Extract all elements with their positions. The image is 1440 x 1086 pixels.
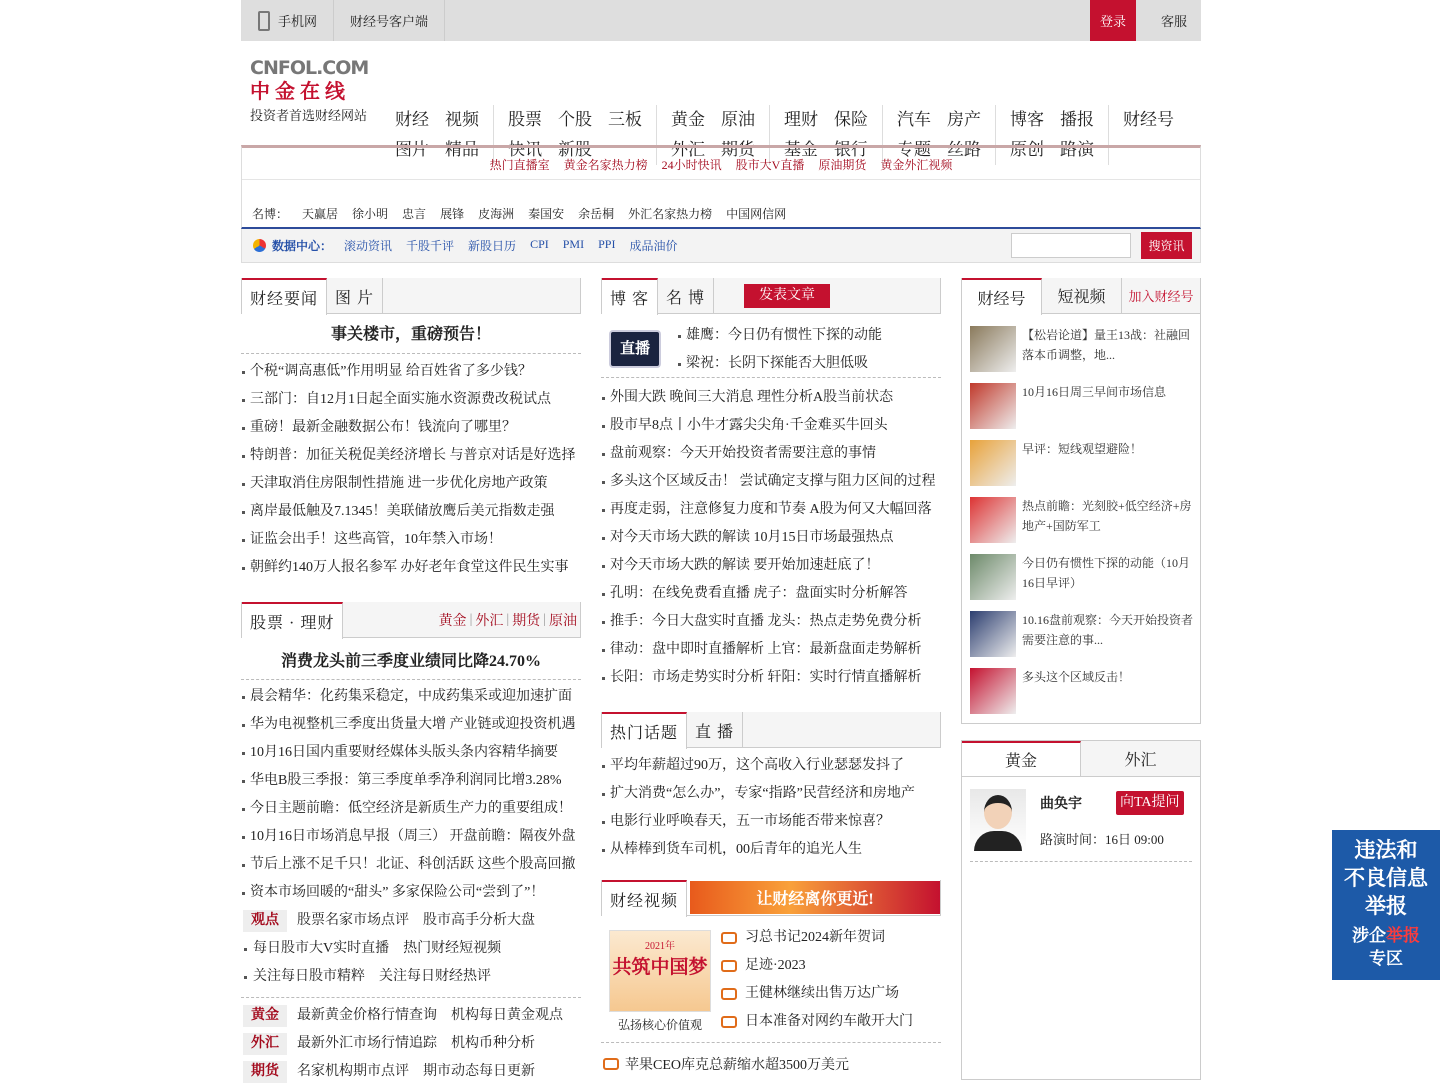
mingbo-link[interactable]: 徐小明 bbox=[352, 207, 389, 221]
join-finance-account-link[interactable]: 加入财经号 bbox=[1128, 289, 1194, 304]
news-item[interactable]: 天津取消住房限制性措施 进一步优化房地产政策 bbox=[241, 470, 581, 498]
account-thumb bbox=[970, 554, 1016, 600]
nav-item[interactable]: 路演 bbox=[1060, 140, 1094, 159]
tag-row-link[interactable]: 热门财经短视频 bbox=[403, 941, 502, 956]
account-title: 10月16日周三早间市场信息 bbox=[1022, 385, 1167, 399]
mobile-label: 手机网 bbox=[278, 14, 318, 29]
data-links bbox=[344, 237, 677, 254]
logo-brand: CNFOL.COM bbox=[250, 57, 369, 79]
tab-hot-topics[interactable]: 热门话题 bbox=[602, 712, 687, 749]
col3-roadshow bbox=[961, 740, 1201, 1080]
news-item[interactable]: 三部门：自12月1日起全面实施水资源费改税试点 bbox=[241, 386, 581, 414]
tab-blog[interactable]: 博 客 bbox=[602, 278, 658, 315]
video-item[interactable] bbox=[721, 924, 913, 952]
poster-title: 共筑中国梦 bbox=[612, 956, 708, 978]
data-link[interactable]: 成品油价 bbox=[629, 239, 678, 253]
tag-row-link[interactable]: 最新黄金价格行情查询 bbox=[297, 1008, 437, 1023]
account-item[interactable] bbox=[970, 611, 1194, 657]
tag-label[interactable]: 黄金 bbox=[243, 1005, 287, 1027]
data-link[interactable]: CPI bbox=[530, 237, 549, 251]
report-float-banner[interactable] bbox=[1332, 830, 1440, 980]
data-center-icon bbox=[253, 239, 266, 252]
blog-item[interactable]: 盘前观察：今天开始投资者需要注意的事情 bbox=[601, 440, 941, 468]
live-block bbox=[601, 322, 941, 378]
tab-finance-video[interactable]: 财经视频 bbox=[602, 880, 687, 917]
ask-button[interactable]: 向TA提问 bbox=[1116, 791, 1184, 815]
blog-item[interactable]: 长阳：市场走势实时分析 轩阳：实时行情直播解析 bbox=[601, 664, 941, 692]
col1-tabs2 bbox=[241, 602, 581, 638]
mingbo-link[interactable]: 天赢居 bbox=[302, 207, 339, 221]
col3-panel bbox=[961, 278, 1201, 724]
col1-tag-rows2 bbox=[241, 1002, 581, 1086]
video-title: 日本准备对网约车敞开大门 bbox=[745, 1014, 913, 1029]
col1-stock-news bbox=[241, 644, 581, 1086]
news-item[interactable]: 证监会出手！这些高管，10年禁入市场！ bbox=[241, 526, 581, 554]
nav-item[interactable]: 原创 bbox=[1010, 140, 1044, 159]
publish-button[interactable]: 发表文章 bbox=[744, 284, 830, 308]
top-bar bbox=[241, 0, 1201, 41]
account-item[interactable] bbox=[970, 497, 1194, 543]
blog-item[interactable]: 孔明：在线免费看直播 虎子：盘面实时分析解答 bbox=[601, 580, 941, 608]
tab-finance-account[interactable]: 财经号 bbox=[962, 278, 1042, 315]
account-item[interactable] bbox=[970, 440, 1194, 486]
news-item[interactable]: 华为电视整机三季度出货量大增 产业链或迎投资机遇 bbox=[241, 711, 581, 739]
nav-item[interactable]: 快讯 bbox=[508, 140, 542, 159]
account-thumb bbox=[970, 497, 1016, 543]
tab-finance-news[interactable]: 财经要闻 bbox=[242, 278, 327, 315]
nav-item[interactable]: 房产 bbox=[947, 110, 981, 129]
tab-forex[interactable]: 外汇 bbox=[1124, 752, 1157, 769]
mingbo-link[interactable]: 皮海洲 bbox=[478, 207, 515, 221]
guest-name[interactable]: 曲奂宇 bbox=[1040, 797, 1082, 812]
video-icon bbox=[721, 960, 737, 972]
nav-item[interactable]: 基金 bbox=[784, 140, 818, 159]
tab-famous-blog[interactable]: 名 博 bbox=[658, 278, 714, 314]
live-list bbox=[677, 322, 882, 373]
guest-avatar[interactable] bbox=[970, 789, 1026, 851]
hot-links bbox=[242, 148, 1200, 180]
blog-item[interactable]: 多头这个区域反击！ 尝试确定支撑与阻力区间的过程 bbox=[601, 468, 941, 496]
nav-item[interactable]: 财经号 bbox=[1123, 110, 1174, 129]
nav-item[interactable]: 财经 bbox=[395, 110, 429, 129]
account-title: 【松岩论道】量王13战：社融回落本币调整，地... bbox=[1022, 328, 1191, 362]
data-center-label: 数据中心： bbox=[272, 239, 333, 253]
news-item[interactable]: 10月16日市场消息早报（周三） 开盘前瞻：隔夜外盘 bbox=[241, 823, 581, 851]
video-icon bbox=[721, 932, 737, 944]
site-logo[interactable] bbox=[250, 57, 368, 124]
blog-item[interactable]: 股市早8点丨小牛才露尖尖角·千金难买牛回头 bbox=[601, 412, 941, 440]
tag-row bbox=[243, 1058, 581, 1086]
col1-headline[interactable]: 事关楼市，重磅预告！ bbox=[241, 316, 581, 354]
float-line2: 不良信息 bbox=[1344, 866, 1428, 890]
separator: | bbox=[543, 611, 546, 627]
topic-item[interactable]: 扩大消费“怎么办”，专家“指路”民营经济和房地产 bbox=[601, 780, 941, 808]
video-title: 习总书记2024新年贺词 bbox=[745, 930, 885, 945]
nav-item[interactable]: 股票 bbox=[508, 110, 542, 129]
col3-tabs2 bbox=[962, 741, 1200, 777]
roadshow-time: 路演时间：16日 09:00 bbox=[1040, 832, 1164, 847]
tag-row bbox=[243, 935, 581, 963]
mingbo-link[interactable]: 秦国安 bbox=[528, 207, 565, 221]
hot-link[interactable]: 热门直播室 bbox=[489, 158, 550, 172]
tag-row bbox=[243, 963, 581, 991]
news-item[interactable]: 朝鲜约140万人报名参军 办好老年食堂这件民生实事 bbox=[241, 554, 581, 582]
video-item[interactable] bbox=[721, 1008, 913, 1036]
col1-tag-rows bbox=[241, 907, 581, 998]
account-title: 今日仍有惯性下探的动能（10月16日早评） bbox=[1022, 556, 1191, 590]
col1-news-list bbox=[241, 358, 581, 582]
tag-row-link[interactable]: 期市动态每日更新 bbox=[423, 1064, 535, 1079]
logo-slogan: 投资者首选财经网站 bbox=[250, 108, 368, 123]
mobile-link[interactable] bbox=[242, 0, 334, 41]
nav-item[interactable]: 播报 bbox=[1060, 110, 1094, 129]
tag-label[interactable]: 外汇 bbox=[243, 1033, 287, 1055]
tag-row-link[interactable]: 名家机构期市点评 bbox=[297, 1064, 409, 1079]
tab-short-video[interactable]: 短视频 bbox=[1042, 278, 1122, 313]
col2-topics bbox=[601, 752, 941, 864]
logo-cn: 中金在线 bbox=[250, 79, 350, 103]
nav-item[interactable]: 个股 bbox=[558, 110, 592, 129]
account-thumb bbox=[970, 440, 1016, 486]
video-last-item[interactable] bbox=[603, 1054, 849, 1074]
data-link[interactable]: 新股日历 bbox=[468, 239, 517, 253]
nav-item[interactable]: 博客 bbox=[1010, 110, 1044, 129]
blog-item[interactable]: 对今天市场大跌的解读 10月15日市场最强热点 bbox=[601, 524, 941, 552]
float-line3: 举报 bbox=[1365, 894, 1407, 918]
col1-news-list2 bbox=[241, 683, 581, 907]
mingbo-row bbox=[252, 205, 786, 222]
live-badge-icon[interactable]: 直播 bbox=[609, 330, 661, 368]
news-item[interactable]: 离岸最低触及7.1345！美联储放鹰后美元指数走强 bbox=[241, 498, 581, 526]
video-item[interactable] bbox=[721, 980, 913, 1008]
video-title: 王健林继续出售万达广场 bbox=[745, 986, 899, 1001]
account-thumb bbox=[970, 383, 1016, 429]
news-item[interactable]: 重磅！最新金融数据公布！钱流向了哪里？ bbox=[241, 414, 581, 442]
mingbo-link[interactable]: 外汇名家热力榜 bbox=[628, 207, 713, 221]
search-button[interactable]: 搜资讯 bbox=[1141, 232, 1192, 259]
video-icon bbox=[721, 1016, 737, 1028]
nav-item[interactable]: 汽车 bbox=[897, 110, 931, 129]
nav-item[interactable]: 外汇 bbox=[671, 140, 705, 159]
account-item[interactable] bbox=[970, 554, 1194, 600]
float-line4: 涉企 bbox=[1352, 926, 1386, 946]
live-item[interactable]: 梁祝：长阴下探能否大胆低吸 bbox=[677, 350, 882, 378]
topic-item[interactable]: 电影行业呼唤春天，五一市场能否带来惊喜？ bbox=[601, 808, 941, 836]
blog-item[interactable]: 对今天市场大跌的解读 要开始加速赶底了！ bbox=[601, 552, 941, 580]
separator: | bbox=[506, 611, 510, 627]
blog-item[interactable]: 律动：盘中即时直播解析 上官：最新盘面走势解析 bbox=[601, 636, 941, 664]
col1-headline2[interactable]: 消费龙头前三季度业绩同比降24.70% bbox=[241, 644, 581, 680]
news-item[interactable]: 10月16日国内重要财经媒体头版头条内容精华摘要 bbox=[241, 739, 581, 767]
news-item[interactable]: 晨会精华：化药集采稳定，中成药集采或迎加速扩面 bbox=[241, 683, 581, 711]
news-item[interactable]: 特朗普：加征关税促美经济增长 与普京对话是好选择 bbox=[241, 442, 581, 470]
account-title: 热点前瞻：光刻胶+低空经济+房地产+国防军工 bbox=[1022, 499, 1192, 533]
news-item[interactable]: 资本市场回暖的“甜头” 多家保险公司“尝到了”！ bbox=[241, 879, 581, 907]
hot-link[interactable]: 原油期货 bbox=[818, 158, 867, 172]
data-link[interactable]: PPI bbox=[598, 237, 616, 251]
video-banner[interactable]: 让财经离你更近! bbox=[690, 881, 940, 914]
poster-image[interactable] bbox=[609, 930, 711, 1012]
col2-videos bbox=[601, 924, 941, 1073]
divider bbox=[601, 1042, 941, 1043]
data-link[interactable]: 滚动资讯 bbox=[344, 239, 393, 253]
nav-item[interactable]: 视频 bbox=[445, 110, 479, 129]
hot-link[interactable]: 24小时快讯 bbox=[661, 158, 722, 172]
video-title: 足迹·2023 bbox=[745, 958, 806, 973]
tag-label[interactable]: 观点 bbox=[243, 910, 287, 932]
separator: | bbox=[469, 611, 473, 627]
service-link[interactable]: 客服 bbox=[1160, 14, 1187, 29]
tag-row-link[interactable]: 关注每日财经热评 bbox=[379, 969, 491, 984]
topic-item[interactable]: 平均年薪超过90万，这个高收入行业瑟瑟发抖了 bbox=[601, 752, 941, 780]
mingbo-link[interactable]: 余岳桐 bbox=[578, 207, 615, 221]
video-item[interactable] bbox=[721, 952, 913, 980]
nav-item[interactable]: 丝路 bbox=[947, 140, 981, 159]
col2-blog bbox=[601, 322, 941, 692]
col1-tabs bbox=[241, 278, 581, 314]
side-link[interactable]: 原油 bbox=[549, 613, 577, 629]
video-last-title: 苹果CEO库克总薪缩水超3500万美元 bbox=[625, 1058, 849, 1073]
account-thumb bbox=[970, 668, 1016, 714]
data-link[interactable]: 千股千评 bbox=[406, 239, 455, 253]
phone-icon bbox=[258, 11, 270, 31]
mingbo-link[interactable]: 展锋 bbox=[440, 207, 465, 221]
nav-item[interactable]: 原油 bbox=[721, 110, 755, 129]
tab-live[interactable]: 直 播 bbox=[687, 712, 743, 748]
nav-item[interactable]: 期货 bbox=[721, 140, 755, 159]
poster-year: 2021年 bbox=[645, 941, 675, 952]
tab-pictures[interactable]: 图 片 bbox=[327, 278, 383, 314]
tag-row bbox=[243, 907, 581, 935]
news-item[interactable]: 节后上涨不足千只！北证、科创活跃 这些个股高回撤 bbox=[241, 851, 581, 879]
live-item[interactable]: 雄鹰：今日仍有惯性下探的动能 bbox=[677, 322, 882, 350]
col1-news bbox=[241, 316, 581, 582]
nav-item[interactable]: 精品 bbox=[445, 140, 479, 159]
divider bbox=[970, 861, 1192, 862]
client-link[interactable]: 财经号客户端 bbox=[334, 0, 445, 41]
col2-topics-list bbox=[601, 752, 941, 864]
nav-item[interactable]: 理财 bbox=[784, 110, 818, 129]
news-item[interactable]: 个税“调高惠低”作用明显 给百姓省了多少钱？ bbox=[241, 358, 581, 386]
account-thumb bbox=[970, 611, 1016, 657]
float-line6: 专区 bbox=[1369, 949, 1403, 969]
side-link[interactable]: 期货 bbox=[512, 613, 541, 629]
tag-row bbox=[243, 1030, 581, 1058]
hot-link[interactable]: 黄金名家热力榜 bbox=[563, 158, 648, 172]
side-link[interactable]: 黄金 bbox=[438, 613, 467, 629]
account-item[interactable] bbox=[970, 326, 1194, 372]
hot-link[interactable]: 股市大V直播 bbox=[735, 158, 805, 172]
login-button[interactable]: 登录 bbox=[1090, 0, 1136, 41]
bullet bbox=[244, 976, 247, 979]
nav-item[interactable]: 三板 bbox=[608, 110, 642, 129]
tag-row-link[interactable]: 股市高手分析大盘 bbox=[423, 913, 535, 928]
data-center-bar bbox=[241, 229, 1201, 263]
float-line5: 举报 bbox=[1386, 926, 1420, 946]
nav-item[interactable]: 新股 bbox=[558, 140, 592, 159]
nav-item[interactable]: 银行 bbox=[834, 140, 868, 159]
tag-row bbox=[243, 1002, 581, 1030]
col2-news-list bbox=[601, 384, 941, 692]
data-link[interactable]: PMI bbox=[562, 237, 585, 251]
poster-caption[interactable]: 弘扬核心价值观 bbox=[617, 1018, 702, 1032]
header bbox=[241, 41, 1201, 159]
news-item[interactable]: 华电B股三季报：第三季度单季净利润同比增3.28% bbox=[241, 767, 581, 795]
col2-tabs2 bbox=[601, 712, 941, 748]
tag-row-link[interactable]: 关注每日股市精粹 bbox=[253, 969, 365, 984]
col1-side-links bbox=[439, 602, 580, 637]
nav-item[interactable]: 保险 bbox=[834, 110, 868, 129]
col2-tabs3 bbox=[601, 880, 941, 916]
account-item[interactable] bbox=[970, 668, 1194, 714]
blog-item[interactable]: 再度走弱，注意修复力度和节奏 A股为何又大幅回落 bbox=[601, 496, 941, 524]
video-list bbox=[721, 924, 913, 1036]
account-title: 10.16盘前观察：今天开始投资者需要注意的事... bbox=[1022, 613, 1194, 647]
video-icon bbox=[721, 988, 737, 1000]
hot-bar bbox=[241, 145, 1201, 229]
blog-item[interactable]: 推手：今日大盘实时直播 龙头：热点走势免费分析 bbox=[601, 608, 941, 636]
col3-tabs bbox=[962, 278, 1200, 314]
hot-link[interactable]: 黄金外汇视频 bbox=[880, 158, 953, 172]
search-input[interactable] bbox=[1011, 233, 1131, 258]
account-item[interactable] bbox=[970, 383, 1194, 429]
mingbo-label: 名博： bbox=[252, 207, 289, 221]
tag-row-link[interactable]: 机构币种分析 bbox=[451, 1036, 535, 1051]
float-line1: 违法和 bbox=[1354, 838, 1418, 862]
side-link[interactable]: 外汇 bbox=[475, 613, 504, 629]
nav-item[interactable]: 黄金 bbox=[671, 110, 705, 129]
bullet bbox=[244, 948, 247, 951]
tag-label[interactable]: 期货 bbox=[243, 1061, 287, 1083]
account-thumb bbox=[970, 326, 1016, 372]
tag-row-link[interactable]: 最新外汇市场行情追踪 bbox=[297, 1036, 437, 1051]
tab-gold[interactable]: 黄金 bbox=[962, 741, 1081, 776]
mingbo-link[interactable]: 忠言 bbox=[402, 207, 427, 221]
account-title: 早评：短线观望避险！ bbox=[1022, 442, 1143, 456]
nav-item[interactable]: 专题 bbox=[897, 140, 931, 159]
tag-row-link[interactable]: 机构每日黄金观点 bbox=[451, 1008, 563, 1023]
nav-item[interactable]: 图片 bbox=[395, 140, 429, 159]
mingbo-link[interactable]: 中国网信网 bbox=[726, 207, 787, 221]
topic-item[interactable]: 从棒棒到货车司机，00后青年的追光人生 bbox=[601, 836, 941, 864]
col2-tabs bbox=[601, 278, 941, 314]
tag-row-link[interactable]: 每日股市大V实时直播 bbox=[253, 941, 390, 956]
video-icon bbox=[603, 1058, 619, 1070]
account-title: 多头这个区域反击！ bbox=[1022, 670, 1131, 684]
tag-row-link[interactable]: 股票名家市场点评 bbox=[297, 913, 409, 928]
tab-stock-finance[interactable]: 股票 · 理财 bbox=[242, 602, 343, 639]
blog-item[interactable]: 外围大跌 晚间三大消息 理性分析A股当前状态 bbox=[601, 384, 941, 412]
news-item[interactable]: 今日主题前瞻：低空经济是新质生产力的重要组成！ bbox=[241, 795, 581, 823]
